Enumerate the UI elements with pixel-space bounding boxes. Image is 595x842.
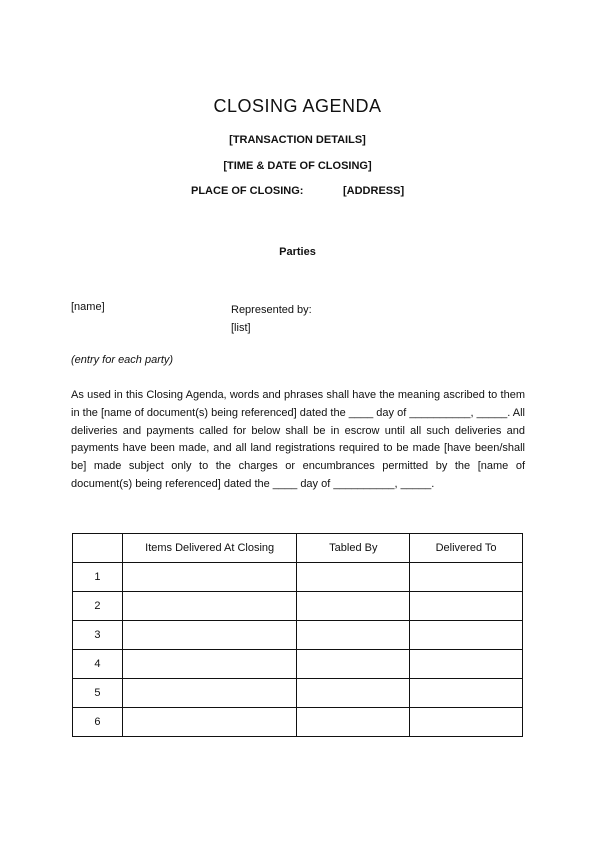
transaction-details: [TRANSACTION DETAILS] (229, 134, 366, 146)
delivered-to-cell (410, 563, 523, 592)
deliveries-table (72, 533, 523, 737)
parties-heading: Parties (279, 246, 316, 258)
party-name: [name] (71, 301, 105, 313)
tabled-by-cell (297, 563, 410, 592)
row-number: 3 (73, 621, 123, 650)
place-of-closing-label: PLACE OF CLOSING: (191, 185, 304, 197)
table-row (73, 708, 523, 737)
table-row (73, 592, 523, 621)
header-tabled-by: Tabled By (297, 534, 410, 563)
items-cell (122, 708, 297, 737)
row-number: 5 (73, 679, 123, 708)
row-number: 6 (73, 708, 123, 737)
place-of-closing-address: [ADDRESS] (343, 185, 405, 197)
items-cell (122, 679, 297, 708)
table-header-row (73, 534, 523, 563)
tabled-by-cell (297, 592, 410, 621)
body-paragraph: As used in this Closing Agenda, words and phrases shall have the meaning ascribed to them in the [name of document(s) being referenced] dated the ____ day of __________, _____. All deliveries and payments called for below shall be in escrow until all such deliveries and payments have been made, and all land registrations required to be made [have been/shall be] made subject only to the charges or encumbrances permitted by the [name of document(s) being referenced] dated the ____ day of __________, _____. (71, 389, 525, 490)
header-number (73, 534, 123, 563)
table-row (73, 679, 523, 708)
row-number: 1 (73, 563, 123, 592)
delivered-to-cell (410, 650, 523, 679)
header-items-delivered: Items Delivered At Closing (122, 534, 297, 563)
row-number: 4 (73, 650, 123, 679)
tabled-by-cell (297, 679, 410, 708)
represented-by-label: Represented by: (231, 304, 312, 316)
items-cell (122, 650, 297, 679)
entry-note: (entry for each party) (71, 354, 174, 366)
represented-by-list: [list] (231, 322, 251, 334)
tabled-by-cell (297, 621, 410, 650)
delivered-to-cell (410, 592, 523, 621)
delivered-to-cell (410, 621, 523, 650)
table-row (73, 621, 523, 650)
tabled-by-cell (297, 708, 410, 737)
time-date-of-closing: [TIME & DATE OF CLOSING] (223, 160, 372, 172)
tabled-by-cell (297, 650, 410, 679)
items-cell (122, 563, 297, 592)
party-represented-by (231, 301, 312, 337)
header-delivered-to: Delivered To (410, 534, 523, 563)
delivered-to-cell (410, 708, 523, 737)
row-number: 2 (73, 592, 123, 621)
items-cell (122, 592, 297, 621)
delivered-to-cell (410, 679, 523, 708)
table-row (73, 650, 523, 679)
items-cell (122, 621, 297, 650)
document-title: CLOSING AGENDA (213, 96, 382, 116)
table-row (73, 563, 523, 592)
